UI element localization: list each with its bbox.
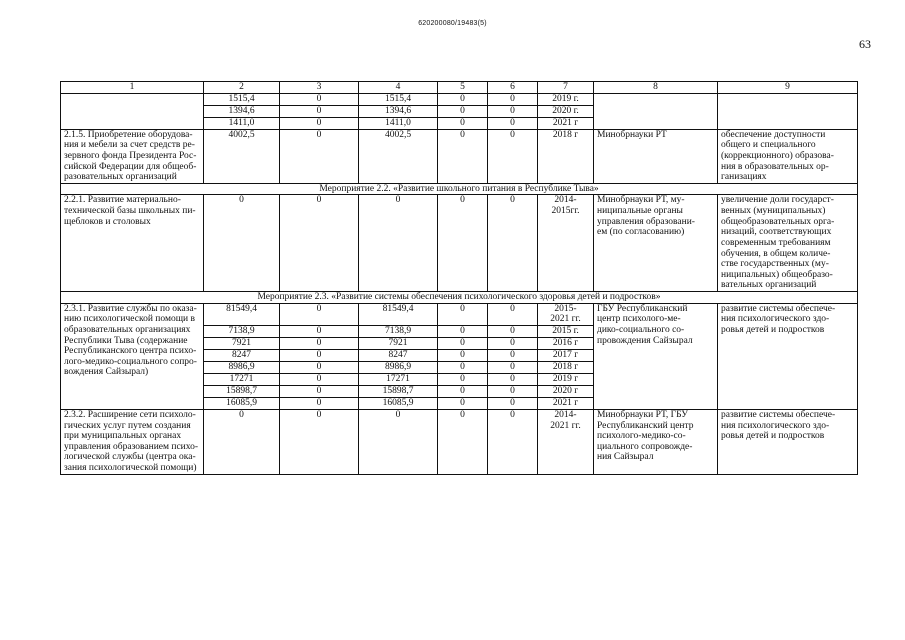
section-heading-row: [61, 183, 858, 195]
table-cell: 0: [280, 409, 359, 474]
table-cell: 2021 г: [538, 117, 594, 129]
measure-title: 2.2.1. Развитие материально- технической базы школьных пи- щеблоков и столовых: [61, 195, 204, 292]
empty-cell: [61, 93, 204, 129]
column-number: 3: [280, 82, 359, 94]
table-cell: 0: [280, 93, 359, 105]
column-number: 5: [438, 82, 488, 94]
table-cell: 0: [280, 105, 359, 117]
table-cell: 2015- 2021 гг.: [538, 303, 594, 325]
table-cell: 0: [488, 129, 538, 183]
executor-cell: ГБУ Республиканский центр психолого-ме- дико-социального со- провождения Сайзырал: [594, 303, 718, 409]
table-cell: 0: [438, 117, 488, 129]
table-cell: 0: [488, 195, 538, 292]
executor-cell: Минобрнауки РТ: [594, 129, 718, 183]
table-row: [61, 129, 858, 183]
section-heading: Мероприятие 2.3. «Развитие системы обеспечения психологического здоровья детей и подростков»: [61, 292, 858, 304]
table-cell: 0: [488, 93, 538, 105]
table-cell: 1394,6: [204, 105, 280, 117]
column-number: 4: [359, 82, 438, 94]
table-cell: 0: [438, 385, 488, 397]
table-cell: 7921: [359, 337, 438, 349]
table-cell: 2019 г.: [538, 93, 594, 105]
document-id: 620200080/19483(5): [418, 20, 487, 27]
table-cell: 16085,9: [359, 397, 438, 409]
empty-cell: [718, 93, 858, 129]
table-cell: 0: [438, 397, 488, 409]
table-cell: 0: [280, 129, 359, 183]
column-number: 1: [61, 82, 204, 94]
column-number: 6: [488, 82, 538, 94]
table-cell: 0: [438, 303, 488, 325]
table-cell: 7138,9: [359, 325, 438, 337]
table-cell: 2020 г: [538, 385, 594, 397]
table-cell: 0: [438, 93, 488, 105]
table-cell: 17271: [204, 373, 280, 385]
table-cell: 81549,4: [359, 303, 438, 325]
column-number: 9: [718, 82, 858, 94]
result-cell: развитие системы обеспече- ния психологического здо- ровья детей и подростков: [718, 303, 858, 409]
table-cell: 0: [488, 337, 538, 349]
table-cell: 2019 г: [538, 373, 594, 385]
table-cell: 1411,0: [359, 117, 438, 129]
table-cell: 4002,5: [359, 129, 438, 183]
measure-title: 2.1.5. Приобретение оборудова- ния и мебели за счет средств ре- зервного фонда Президента Рос- сийской Федерации для общеоб- разовательных организаций: [61, 129, 204, 183]
table-cell: 0: [280, 195, 359, 292]
table-cell: 0: [488, 361, 538, 373]
table-row: [61, 195, 858, 292]
section-heading: Мероприятие 2.2. «Развитие школьного питания в Республике Тыва»: [61, 183, 858, 195]
table-cell: 0: [280, 325, 359, 337]
table-cell: 0: [280, 397, 359, 409]
table-cell: 8247: [204, 349, 280, 361]
table-cell: 2014- 2015гг.: [538, 195, 594, 292]
table-cell: 0: [438, 409, 488, 474]
table-cell: 0: [438, 325, 488, 337]
table-cell: 8986,9: [204, 361, 280, 373]
table-cell: 2020 г.: [538, 105, 594, 117]
column-number: 7: [538, 82, 594, 94]
table-cell: 0: [280, 361, 359, 373]
table-cell: 7138,9: [204, 325, 280, 337]
table-cell: 0: [359, 409, 438, 474]
table-cell: 4002,5: [204, 129, 280, 183]
table-cell: 1515,4: [359, 93, 438, 105]
table-cell: 0: [204, 409, 280, 474]
column-number: 2: [204, 82, 280, 94]
table-row: [61, 93, 858, 105]
table-cell: 2014- 2021 гг.: [538, 409, 594, 474]
table-cell: 81549,4: [204, 303, 280, 325]
table-cell: 0: [438, 129, 488, 183]
table-cell: 7921: [204, 337, 280, 349]
column-numbers-row: [61, 82, 858, 94]
table-cell: 0: [488, 303, 538, 325]
table-cell: 2021 г: [538, 397, 594, 409]
table-row: [61, 303, 858, 325]
table-cell: 8247: [359, 349, 438, 361]
measure-title: 2.3.2. Расширение сети психоло- гических услуг путем создания при муниципальных органах управления образованием психо- логической службы (центра ока- зания психологической помощи): [61, 409, 204, 474]
table-cell: 0: [359, 195, 438, 292]
program-table: [60, 81, 858, 475]
table-cell: 0: [204, 195, 280, 292]
executor-cell: Минобрнауки РТ, ГБУ Республиканский центр психолого-медико-со- циального сопровожде- ния Сайзырал: [594, 409, 718, 474]
table-cell: 0: [488, 409, 538, 474]
table-row: [61, 409, 858, 474]
table-cell: 0: [488, 373, 538, 385]
table-cell: 0: [438, 373, 488, 385]
table-cell: 0: [488, 325, 538, 337]
table-cell: 16085,9: [204, 397, 280, 409]
table-cell: 2017 г: [538, 349, 594, 361]
table-cell: 0: [438, 195, 488, 292]
table-cell: 2015 г.: [538, 325, 594, 337]
table-cell: 17271: [359, 373, 438, 385]
table-cell: 1411,0: [204, 117, 280, 129]
table-cell: 0: [280, 373, 359, 385]
table-cell: 0: [438, 349, 488, 361]
table-cell: 0: [488, 117, 538, 129]
table-cell: 15898,7: [204, 385, 280, 397]
result-cell: развитие системы обеспече- ния психологического здо- ровья детей и подростков: [718, 409, 858, 474]
measure-title: 2.3.1. Развитие службы по оказа- нию психологической помощи в образовательных организациях Республики Тыва (содержание Республиканского центра психо- лого-медико-социального сопро- вождения Сайзырал): [61, 303, 204, 409]
table-cell: 0: [488, 385, 538, 397]
table-cell: 15898,7: [359, 385, 438, 397]
table-cell: 1394,6: [359, 105, 438, 117]
empty-cell: [594, 93, 718, 129]
column-number: 8: [594, 82, 718, 94]
section-heading-row: [61, 292, 858, 304]
table-cell: 2018 г: [538, 129, 594, 183]
result-cell: обеспечение доступности общего и специального (коррекционного) образова- ния в образовательных ор- ганизациях: [718, 129, 858, 183]
table-cell: 8986,9: [359, 361, 438, 373]
table-cell: 0: [280, 349, 359, 361]
executor-cell: Минобрнауки РТ, му- ниципальные органы управления образовани- ем (по согласованию): [594, 195, 718, 292]
table-cell: 0: [280, 337, 359, 349]
table-cell: 0: [280, 303, 359, 325]
table-cell: 2016 г: [538, 337, 594, 349]
table-cell: 0: [488, 105, 538, 117]
table-cell: 0: [438, 105, 488, 117]
table-cell: 0: [280, 117, 359, 129]
table-cell: 0: [488, 349, 538, 361]
table-cell: 0: [488, 397, 538, 409]
table-cell: 0: [438, 337, 488, 349]
table-cell: 0: [438, 361, 488, 373]
result-cell: увеличение доли государст- венных (муниципальных) общеобразовательных орга- низаций, соответствующих современным требованиям обучения, в общем количе- стве государственных (му- ниципальных) общеобразо- вательных организаций: [718, 195, 858, 292]
table-cell: 0: [280, 385, 359, 397]
page-number: 63: [859, 37, 871, 51]
table-cell: 2018 г: [538, 361, 594, 373]
table-cell: 1515,4: [204, 93, 280, 105]
